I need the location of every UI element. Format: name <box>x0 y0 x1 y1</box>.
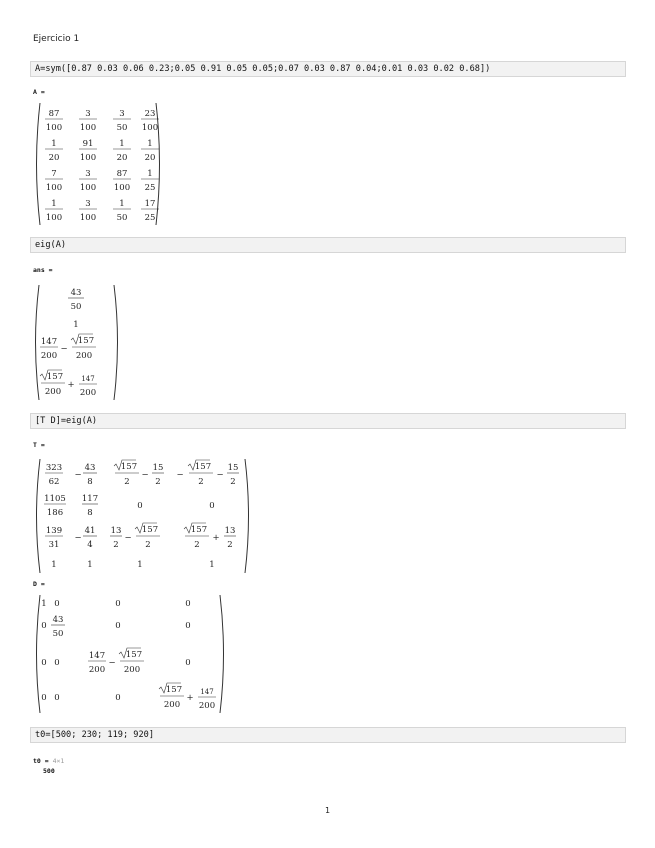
matrix-A-cell-1-1-num: 91 <box>82 139 94 149</box>
svg-text:−: − <box>74 533 82 543</box>
page-number: 1 <box>324 806 331 815</box>
matrix-A-cell-1-3-num: 1 <box>147 139 153 149</box>
matrix-A-cell-2-1-num: 3 <box>85 169 91 179</box>
ans-1-num: 43 <box>70 288 82 298</box>
svg-text:0: 0 <box>185 599 191 609</box>
svg-text:4: 4 <box>87 540 93 550</box>
matrix-A-cell-1-3-den: 20 <box>144 153 156 163</box>
matrix-A-cell-0-0-num: 87 <box>48 109 60 119</box>
t0-first-value: 500 <box>43 767 55 775</box>
matrix-A-cell-0-2-num: 3 <box>119 109 125 119</box>
svg-text:147: 147 <box>200 688 214 696</box>
svg-text:62: 62 <box>48 477 60 487</box>
ans-right-bracket <box>114 285 118 400</box>
matrix-A-cell-3-1-num: 3 <box>85 199 91 209</box>
ans-left-bracket <box>36 285 40 400</box>
output-label-T: T = <box>33 441 45 449</box>
matrix-A-cell-3-2-num: 1 <box>119 199 125 209</box>
matrix-A-cell-2-1-den: 100 <box>79 183 97 193</box>
matrix-D-output <box>32 592 232 721</box>
svg-text:+: + <box>212 533 220 543</box>
svg-text:1: 1 <box>51 560 57 570</box>
svg-text:139: 139 <box>45 526 63 536</box>
svg-text:50: 50 <box>52 629 64 639</box>
svg-text:2: 2 <box>227 540 233 550</box>
svg-text:−: − <box>74 470 82 480</box>
code-cell-1[interactable] <box>30 61 626 77</box>
matrix-A-cell-1-0-den: 20 <box>48 153 60 163</box>
svg-text:43: 43 <box>84 463 96 473</box>
svg-text:0: 0 <box>41 621 47 631</box>
matrix-T-svg <box>32 454 257 579</box>
svg-text:41: 41 <box>84 526 96 536</box>
ans-3-num-a: 147 <box>40 337 58 347</box>
output-label-ans: ans = <box>33 266 53 274</box>
matrix-A-cell-3-0-num: 1 <box>51 199 57 209</box>
svg-text:323: 323 <box>45 463 63 473</box>
matrix-D-right-bracket <box>220 595 224 713</box>
matrix-A-cell-0-3-den: 100 <box>141 123 159 133</box>
svg-text:−: − <box>216 470 224 480</box>
svg-text:2: 2 <box>198 477 204 487</box>
svg-text:1: 1 <box>137 560 143 570</box>
section-title: Ejercicio 1 <box>33 34 80 44</box>
ans-4-den-a: 200 <box>44 387 62 397</box>
svg-text:15: 15 <box>152 463 164 473</box>
svg-text:+: + <box>186 693 194 703</box>
svg-text:1: 1 <box>41 599 47 609</box>
svg-text:157: 157 <box>125 650 143 660</box>
svg-text:1: 1 <box>87 560 93 570</box>
svg-text:200: 200 <box>198 701 216 711</box>
matrix-A-cell-3-3-num: 17 <box>144 199 156 209</box>
matrix-A-cell-0-2-den: 50 <box>116 123 128 133</box>
svg-text:186: 186 <box>46 508 64 518</box>
svg-text:8: 8 <box>87 477 93 487</box>
svg-text:0: 0 <box>185 621 191 631</box>
svg-text:0: 0 <box>54 693 60 703</box>
matrix-T-output <box>32 454 257 583</box>
svg-text:0: 0 <box>41 693 47 703</box>
matrix-A-cell-3-3-den: 25 <box>144 213 156 223</box>
matrix-A-cell-2-0-num: 7 <box>51 169 57 179</box>
svg-text:157: 157 <box>141 525 159 535</box>
matrix-A-cell-2-3-den: 25 <box>144 183 156 193</box>
matrix-A-cell-0-1-num: 3 <box>85 109 91 119</box>
svg-text:2: 2 <box>194 540 200 550</box>
svg-text:−: − <box>108 658 116 668</box>
svg-text:1: 1 <box>209 560 215 570</box>
svg-text:13: 13 <box>110 526 122 536</box>
svg-text:43: 43 <box>52 615 64 625</box>
svg-text:0: 0 <box>115 621 121 631</box>
matrix-A-left-bracket <box>37 103 41 225</box>
svg-text:0: 0 <box>137 501 143 511</box>
code-text-1: A=sym([0.87 0.03 0.06 0.23;0.05 0.91 0.05 0.05;0.07 0.03 0.87 0.04;0.01 0.03 0.02 0.68]) <box>35 64 491 74</box>
svg-text:0: 0 <box>54 658 60 668</box>
output-label-t0 <box>33 757 64 765</box>
matrix-A-cell-1-0-num: 1 <box>51 139 57 149</box>
ans-3-den-b: 200 <box>75 351 93 361</box>
svg-text:0: 0 <box>185 658 191 668</box>
ans-3-den-a: 200 <box>40 351 58 361</box>
svg-text:2: 2 <box>113 540 119 550</box>
matrix-A-cell-3-2-den: 50 <box>116 213 128 223</box>
svg-text:0: 0 <box>115 693 121 703</box>
svg-text:−: − <box>141 470 149 480</box>
svg-text:157: 157 <box>190 525 208 535</box>
matrix-A-cell-3-1-den: 100 <box>79 213 97 223</box>
matrix-T-left-bracket <box>37 459 41 573</box>
ans-4-num-a: 157 <box>46 372 64 382</box>
matrix-A-cell-0-3-num: 23 <box>144 109 156 119</box>
svg-text:2: 2 <box>145 540 151 550</box>
matrix-A-svg <box>32 100 172 228</box>
matrix-A-cell-0-0-den: 100 <box>45 123 63 133</box>
ans-4-num-b: 147 <box>81 375 95 383</box>
svg-text:0: 0 <box>209 501 215 511</box>
matrix-A-cell-1-1-den: 100 <box>79 153 97 163</box>
matrix-A-cell-0-1-den: 100 <box>79 123 97 133</box>
svg-text:31: 31 <box>48 540 60 550</box>
svg-text:−: − <box>124 533 132 543</box>
output-label-D: D = <box>33 580 45 588</box>
output-label-A: A = <box>33 88 45 96</box>
svg-text:200: 200 <box>88 665 106 675</box>
svg-text:−: − <box>176 470 184 480</box>
t0-size-text: 4×1 <box>52 757 65 765</box>
svg-text:2: 2 <box>155 477 161 487</box>
code-cell-3[interactable] <box>30 413 626 429</box>
matrix-D-left-bracket <box>37 595 41 713</box>
ans-2: 1 <box>73 320 79 330</box>
code-cell-4[interactable] <box>30 727 626 743</box>
svg-text:2: 2 <box>230 477 236 487</box>
ans-3-op: − <box>60 344 68 354</box>
svg-text:0: 0 <box>54 599 60 609</box>
svg-text:1105: 1105 <box>44 494 66 504</box>
ans-vector-output <box>32 280 132 409</box>
code-text-2: eig(A) <box>35 240 67 250</box>
t0-label-text: t0 = <box>33 757 49 765</box>
matrix-T-right-bracket <box>245 459 249 573</box>
svg-text:147: 147 <box>88 651 106 661</box>
code-text-3: [T D]=eig(A) <box>35 416 98 426</box>
svg-text:157: 157 <box>165 685 183 695</box>
svg-text:13: 13 <box>224 526 236 536</box>
svg-text:157: 157 <box>194 462 212 472</box>
matrix-D-svg <box>32 592 232 717</box>
matrix-A-cell-1-2-den: 20 <box>116 153 128 163</box>
svg-text:0: 0 <box>115 599 121 609</box>
matrix-A-cell-1-2-num: 1 <box>119 139 125 149</box>
svg-text:15: 15 <box>227 463 239 473</box>
svg-text:8: 8 <box>87 508 93 518</box>
ans-4-op: + <box>67 380 75 390</box>
ans-1-den: 50 <box>70 302 82 312</box>
ans-3-num-b: 157 <box>77 336 95 346</box>
matrix-A-right-bracket <box>156 103 160 225</box>
svg-text:200: 200 <box>163 700 181 710</box>
svg-text:117: 117 <box>81 494 99 504</box>
ans-vector-svg <box>32 280 132 405</box>
matrix-A-cell-2-3-num: 1 <box>147 169 153 179</box>
matrix-A-cell-3-0-den: 100 <box>45 213 63 223</box>
matrix-A-cell-2-2-den: 100 <box>113 183 131 193</box>
matrix-A-cell-2-2-num: 87 <box>116 169 128 179</box>
svg-text:0: 0 <box>41 658 47 668</box>
ans-4-den-b: 200 <box>79 388 97 398</box>
matrix-A-cell-2-0-den: 100 <box>45 183 63 193</box>
svg-text:2: 2 <box>124 477 130 487</box>
svg-text:157: 157 <box>120 462 138 472</box>
code-cell-2[interactable] <box>30 237 626 253</box>
code-text-4: t0=[500; 230; 119; 920] <box>35 730 154 740</box>
svg-text:200: 200 <box>123 665 141 675</box>
matrix-A-output <box>32 100 172 232</box>
